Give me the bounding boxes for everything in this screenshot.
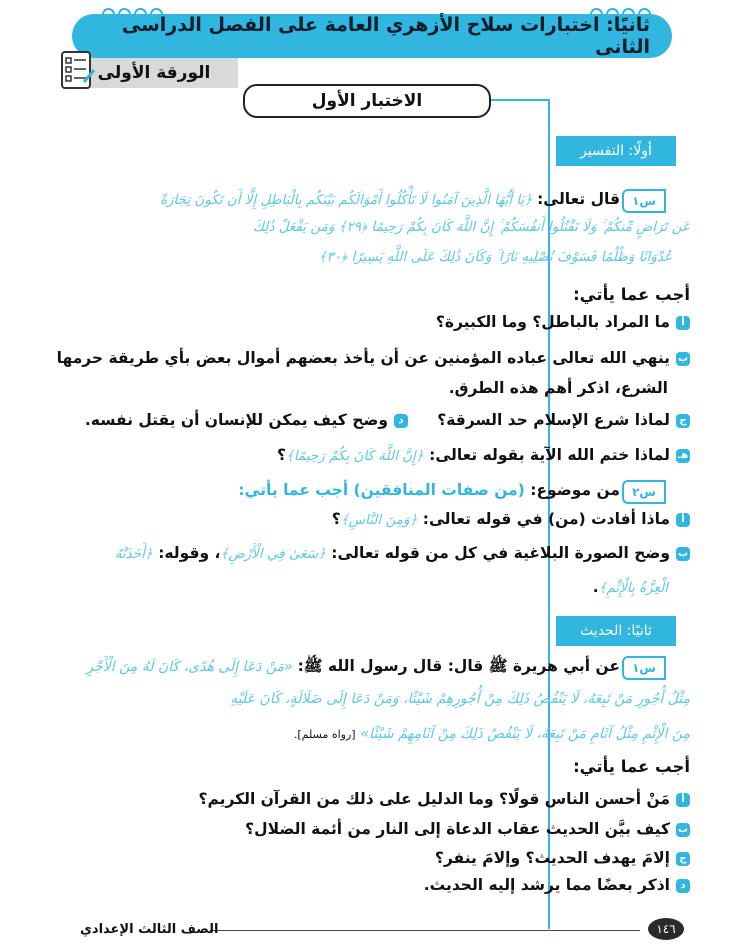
banner-title-text: ثانيًا: اختبارات سلاح الأزهري العامة على الفصل الدراسى الثانى	[121, 14, 650, 58]
q1-item-d-text: وضح كيف يمكن للإنسان أن يقتل نفسه.	[84, 411, 388, 429]
q2-item-b-post: .	[592, 578, 599, 596]
hadith-item-c-text: إلامَ يهدف الحديث؟ وإلامَ ينفر؟	[434, 849, 670, 867]
hadith-item-d	[424, 874, 690, 896]
q1-item-c	[437, 409, 690, 431]
question-tag-2	[622, 480, 666, 504]
hadith-answer-prompt: أجب عما يأتي:	[573, 757, 690, 776]
banner-title	[72, 14, 672, 58]
hadith-item-b	[245, 818, 690, 840]
hadith-intro: عن أبي هريرة ﷺ قال: قال رسول الله ﷺ:	[297, 657, 620, 675]
hadith-text-1: «مَنْ دَعَا إِلَى هُدًى، كَانَ لَهُ مِنَ الْأَجْرِ	[86, 659, 293, 675]
q1-answer-prompt: أجب عما يأتي:	[573, 285, 690, 304]
q2-item-a	[332, 508, 690, 531]
hadith-line-3	[294, 722, 690, 746]
q1-item-e	[277, 444, 690, 467]
hadith-text-2: مِثْلُ أُجُورِ مَنْ تَبِعَهُ، لَا يَنْقُصُ ذَلِكَ مِنْ أُجُورِهِمْ شَيْئًا، وَمَنْ دَعَا إِلَى ضَلَالَةٍ، كَانَ عَلَيْهِ	[230, 691, 690, 707]
q1-item-e-verse: ﴿إِنَّ اللَّهَ كَانَ بِكُمْ رَحِيمًا﴾	[285, 448, 424, 464]
q1-verse-line-3: عُدْوَانًا وَظُلْمًا فَسَوْفَ نُصْلِيهِ نَارًا ۚ وَكَانَ ذَٰلِكَ عَلَى اللَّهِ يَسِيرًا ﴿٣٠﴾	[318, 249, 672, 265]
section-tag-hadith-text: ثانيًا: الحديث	[580, 623, 652, 639]
q1-item-d	[85, 409, 408, 431]
q1-verse-line-2: عَن تَرَاضٍ مِّنكُمْ ۚ وَلَا تَقْتُلُوا أَنفُسَكُمْ ۚ إِنَّ اللَّهَ كَانَ بِكُمْ رَحِيمًا ﴿٢٩﴾ وَمَن يَفْعَلْ ذَٰلِكَ	[252, 219, 690, 235]
bullet-d-3: د	[676, 879, 690, 893]
q1-item-c-text: لماذا شرع الإسلام حد السرقة؟	[437, 411, 670, 429]
test-title-text: الاختبار الأول	[311, 91, 423, 111]
hadith-item-b-text: كيف بيَّن الحديث عقاب الدعاة إلى النار من أئمة الضلال؟	[245, 820, 670, 838]
q1-item-b-text: ينهي الله تعالى عباده المؤمنين عن أن يأخذ بعضهم أموال بعض بأي طريقة حرمها	[56, 349, 670, 367]
bullet-d: د	[394, 414, 408, 428]
paper-label-text: الورقة الأولى	[97, 63, 211, 83]
q2-item-b-verse-3: الْعِزَّةُ بِالْإِثْمِ﴾	[598, 580, 668, 596]
bullet-c-3: ج	[676, 852, 690, 866]
question-tag-2-text: س٢	[632, 485, 656, 499]
q2-item-a-post: ؟	[331, 510, 341, 528]
q1-item-e-post: ؟	[276, 446, 286, 464]
section-tag-hadith	[556, 616, 676, 646]
q1-item-a	[436, 311, 690, 333]
bullet-b: ب	[677, 352, 689, 364]
hadith-item-c	[435, 847, 690, 869]
q2-item-b-verse-1: ﴿سَعَىٰ فِي الْأَرْضِ﴾	[220, 546, 326, 562]
bullet-b-2: ب	[677, 547, 689, 559]
q1-intro: قال تعالى:	[537, 190, 620, 208]
q1-item-e-pre: لماذا ختم الله الآية بقوله تعالى:	[429, 446, 670, 464]
q2-item-b-line-2	[593, 576, 668, 599]
q2-item-b	[115, 542, 690, 565]
bullet-a-2: أ	[676, 513, 690, 527]
q2-item-a-pre: ماذا أفادت (من) في قوله تعالى:	[422, 510, 670, 528]
q2-item-b-verse-2: ﴿أَخَذَتْهُ	[114, 546, 153, 562]
bullet-e: هـ	[677, 449, 689, 461]
q2-topic-line	[238, 479, 620, 501]
checklist-icon	[58, 48, 98, 92]
q2-item-b-mid: ، وقوله:	[158, 544, 221, 562]
footer-grade: الصف الثالث الإعدادي	[80, 922, 219, 937]
q1-item-b	[57, 347, 690, 369]
q2-topic: (من صفات المنافقين) أجب عما يأتي:	[238, 481, 525, 499]
q1-verse-1: ﴿يَا أَيُّهَا الَّذِينَ آمَنُوا لَا تَأْكُلُوا أَمْوَالَكُم بَيْنَكُم بِالْبَاطِلِ إِلَّا أَن تَكُونَ تِجَارَةً	[159, 192, 533, 208]
bullet-a-3: أ	[676, 793, 690, 807]
section-tag-tafsir-text: أولًا: التفسير	[580, 143, 652, 159]
hadith-item-d-text: اذكر بعضًا مما يرشد إليه الحديث.	[423, 876, 670, 894]
section-tag-tafsir	[556, 136, 676, 166]
q2-item-b-pre: وضح الصورة البلاغية في كل من قوله تعالى:	[331, 544, 670, 562]
q1-item-a-text: ما المراد بالباطل؟ وما الكبيرة؟	[435, 313, 670, 331]
footer-divider	[210, 930, 640, 931]
test-title	[243, 84, 491, 118]
q2-item-a-verse: ﴿وَمِنَ النَّاسِ﴾	[340, 512, 418, 528]
hadith-line-1	[86, 655, 620, 678]
hadith-source: [رواه مسلم].	[293, 728, 356, 741]
bullet-c: ج	[676, 414, 690, 428]
hadith-text-3: مِنَ الْإِثْمِ مِثْلُ آثَامِ مَنْ تَبِعَهُ، لَا يَنْقُصُ ذَلِكَ مِنْ آثَامِهِمْ شَيْئًا»	[360, 726, 690, 742]
page-number: ١٤٦	[648, 918, 684, 940]
question-tag-1	[622, 189, 666, 213]
question-tag-hadith-1-text: س١	[632, 661, 656, 675]
connector-line	[487, 99, 550, 101]
hadith-item-a-text: مَنْ أحسن الناس قولًا؟ وما الدليل على ذلك من القرآن الكريم؟	[198, 790, 670, 808]
q2-intro: من موضوع:	[530, 481, 620, 499]
bullet-a: أ	[676, 316, 690, 330]
q1-item-b-line-2: الشرع، اذكر أهم هذه الطرق.	[448, 379, 668, 397]
question-tag-hadith-1	[622, 656, 666, 680]
q1-verse-line-1	[160, 188, 620, 211]
bullet-b-3: ب	[677, 823, 689, 835]
question-tag-1-text: س١	[632, 194, 656, 208]
hadith-item-a	[199, 788, 690, 810]
